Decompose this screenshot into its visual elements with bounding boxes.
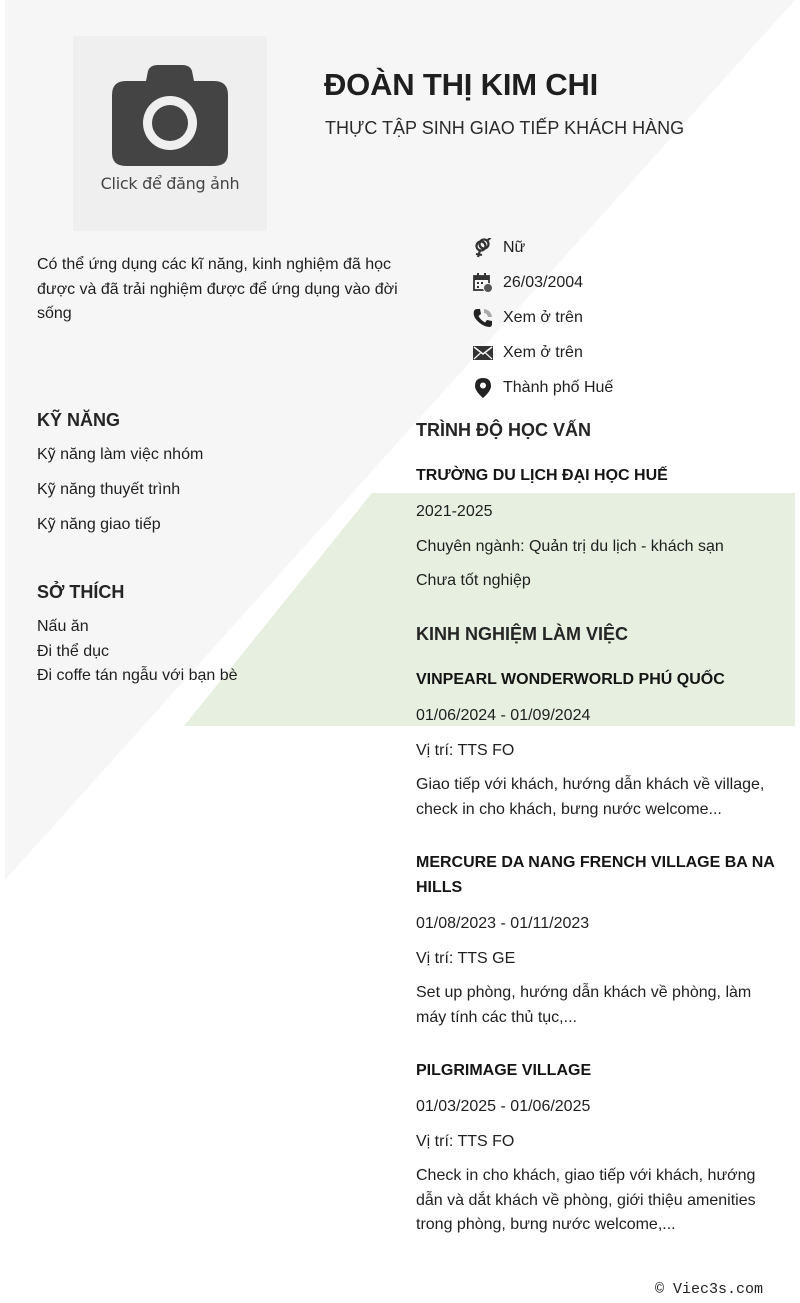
contact-gender [472,230,613,265]
school-name: TRƯỜNG DU LỊCH ĐẠI HỌC HUẾ [416,467,668,484]
education-status: Chưa tốt nghiệp [416,572,531,589]
hobbies-title: SỞ THÍCH [37,582,125,602]
contact-email[interactable] [472,335,613,370]
skill-item: Kỹ năng thuyết trình [37,481,181,498]
phone-icon [472,307,494,329]
copyright-notice: © Viec3s.com [654,1281,763,1298]
hobby-item: Đi coffe tán ngẫu với bạn bè [37,667,238,684]
contact-address [472,370,613,405]
job-entry [416,850,781,1030]
job-period: 01/03/2025 - 01/06/2025 [416,1098,591,1115]
location-icon [472,377,494,399]
hobbies-section [37,582,238,689]
job-position: Vị trí: TTS FO [416,741,515,759]
education-section [416,420,781,594]
address-value: Thành phố Huế [503,378,614,396]
education-period: 2021-2025 [416,503,493,520]
skill-item: Kỹ năng giao tiếp [37,516,161,533]
skill-item: Kỹ năng làm việc nhóm [37,446,204,463]
job-company: MERCURE DA NANG FRENCH VILLAGE BA NA HILLS [416,854,775,896]
hobby-item: Đi thể dục [37,642,110,660]
photo-upload-caption: Click để đăng ảnh [100,174,240,193]
job-period: 01/08/2023 - 01/11/2023 [416,915,590,932]
candidate-name: ĐOÀN THỊ KIM CHI [324,67,599,102]
job-company: PILGRIMAGE VILLAGE [416,1062,592,1079]
education-major: Chuyên ngành: Quản trị du lịch - khách sạn [416,537,724,555]
skills-title: KỸ NĂNG [37,410,121,430]
calendar-icon [472,272,494,294]
contact-info [472,230,613,405]
job-company: VINPEARL WONDERWORLD PHÚ QUỐC [416,671,725,688]
email-value: Xem ở trên [503,343,583,361]
contact-phone[interactable] [472,300,613,335]
contact-birthday [472,265,613,300]
gender-icon [472,237,494,259]
phone-value: Xem ở trên [503,308,583,326]
camera-icon [112,65,228,167]
job-period: 01/06/2024 - 01/09/2024 [416,707,591,724]
skills-section [37,410,203,550]
job-entry [416,667,781,822]
job-description: Set up phòng, hướng dẫn khách về phòng, làm máy tính các thủ tục,... [416,984,752,1026]
experience-section [416,624,781,1238]
job-position: Vị trí: TTS GE [416,949,516,967]
job-entry [416,1058,781,1238]
career-objective: Có thể ứng dụng các kĩ năng, kinh nghiệm đã học được và đã trải nghiệm được để ứng dụng vào đời sống [37,256,398,322]
job-description: Giao tiếp với khách, hướng dẫn khách về village, check in cho khách, bưng nước welcome... [416,776,765,818]
education-title: TRÌNH ĐỘ HỌC VẤN [416,420,591,440]
experience-title: KINH NGHIỆM LÀM VIỆC [416,624,629,644]
profile-photo-placeholder[interactable] [73,36,267,231]
job-title: THỰC TẬP SINH GIAO TIẾP KHÁCH HÀNG [325,118,685,138]
job-description: Check in cho khách, giao tiếp với khách, hướng dẫn và dắt khách về phòng, giới thiệu amenities trong phòng, bưng nước welcome,... [416,1167,756,1233]
hobby-item: Nấu ăn [37,618,89,635]
birthday-value: 26/03/2004 [503,273,584,291]
gender-value: Nữ [503,238,526,256]
email-icon [472,342,494,364]
job-position: Vị trí: TTS FO [416,1132,515,1150]
